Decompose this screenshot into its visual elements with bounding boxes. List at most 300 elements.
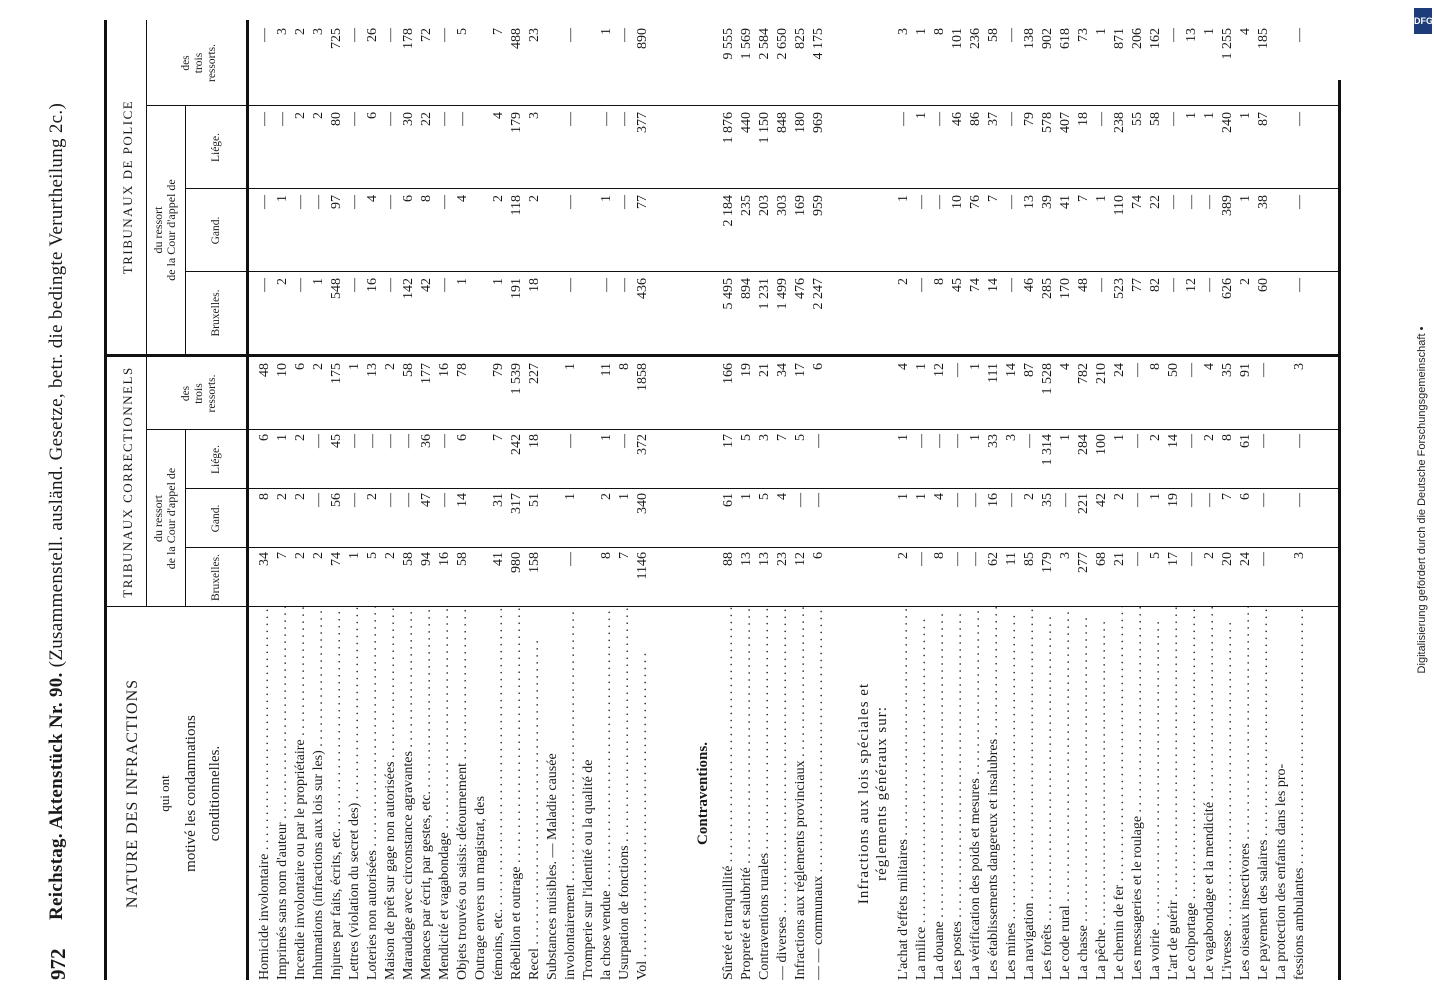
row-value: —: [617, 28, 632, 42]
table-row: [1003, 20, 1021, 980]
row-value: 2: [1202, 434, 1217, 441]
police-sub-rule: [185, 106, 186, 354]
row-value: 1: [968, 363, 983, 370]
row-value: 969: [811, 112, 826, 133]
row-value: 55: [1130, 112, 1145, 126]
row-value: 35: [1040, 493, 1055, 507]
row-value: —: [599, 112, 614, 126]
table-row: [931, 20, 949, 980]
corr-col-bruxelles: Bruxelles.: [210, 554, 222, 601]
row-value: 1: [275, 434, 290, 441]
table-row: [598, 20, 616, 980]
row-value: 56: [329, 493, 344, 507]
row-value: —: [257, 28, 272, 42]
title-main: Reichstag. Aktenstück Nr. 90.: [46, 672, 67, 920]
row-value: 1: [563, 363, 578, 370]
row-value: —: [932, 195, 947, 209]
row-label: La pêche . . .: [1093, 607, 1111, 980]
corr-du-ressort: [152, 430, 178, 607]
row-value: —: [311, 195, 326, 209]
nature-header: [110, 607, 246, 980]
row-label: La douane . . .: [931, 607, 949, 980]
table-row: [756, 20, 774, 980]
row-value: 31: [491, 493, 506, 507]
footer-rule: [1338, 80, 1341, 980]
row-value: —: [914, 434, 929, 448]
row-value: —: [383, 493, 398, 507]
row-value: 284: [1076, 434, 1091, 455]
row-value: 8: [932, 278, 947, 285]
row-value: 9 555: [721, 28, 736, 60]
row-value: 1: [1238, 195, 1253, 202]
row-value: 73: [1076, 28, 1091, 42]
row-value: 848: [775, 112, 790, 133]
row-value: 87: [1022, 363, 1037, 377]
row-value: 8: [1148, 363, 1163, 370]
row-value: 77: [635, 195, 650, 209]
row-value: 34: [257, 552, 272, 566]
row-value: 902: [1040, 28, 1055, 49]
row-value: 179: [1040, 552, 1055, 573]
row-value: —: [437, 278, 452, 292]
table-row: [292, 20, 310, 980]
row-value: 1: [311, 278, 326, 285]
row-label: — diverses . . .: [774, 607, 792, 980]
row-label: témoins, etc. . . .: [490, 607, 508, 980]
section-lois-2: réglements généraux sur:: [874, 706, 890, 881]
row-value: 74: [968, 278, 983, 292]
row-value: 6: [811, 552, 826, 559]
table-row: [1165, 20, 1183, 980]
row-value: 1 150: [757, 112, 772, 144]
table-row: [1291, 20, 1309, 980]
row-label: La voirie . . .: [1147, 607, 1165, 980]
row-value: —: [563, 28, 578, 42]
row-value: 7: [775, 434, 790, 441]
row-value: 871: [1112, 28, 1127, 49]
row-value: 34: [775, 363, 790, 377]
row-value: 8: [932, 552, 947, 559]
row-value: —: [1292, 493, 1307, 507]
row-value: 4: [896, 363, 911, 370]
row-value: —: [1202, 195, 1217, 209]
row-label: Les postes . . .: [949, 607, 967, 980]
row-value: 185: [1256, 28, 1271, 49]
row-value: 2: [293, 493, 308, 500]
row-label: Le payement des salaires . . .: [1255, 607, 1273, 980]
row-value: —: [1166, 278, 1181, 292]
row-value: —: [968, 552, 983, 566]
row-label: La vérification des poids et mesures . . .: [967, 607, 985, 980]
row-value: 79: [491, 363, 506, 377]
row-value: —: [599, 278, 614, 292]
row-value: 50: [1166, 363, 1181, 377]
row-label: Infractions aux réglements provinciaux . . .: [792, 607, 810, 980]
row-value: 61: [721, 493, 736, 507]
row-value: 23: [775, 552, 790, 566]
row-value: 618: [1058, 28, 1073, 49]
row-value: 4: [1238, 28, 1253, 35]
row-value: 26: [365, 28, 380, 42]
row-value: 14: [455, 493, 470, 507]
row-value: —: [1256, 552, 1271, 566]
row-value: —: [617, 195, 632, 209]
row-label: L'ivresse . . .: [1219, 607, 1237, 980]
group-title-rule: [146, 20, 147, 607]
row-value: 60: [1256, 278, 1271, 292]
row-value: —: [293, 195, 308, 209]
row-value: 3: [275, 28, 290, 35]
row-value: 36: [419, 434, 434, 448]
row-value: 2 247: [811, 278, 826, 310]
row-label: fessions ambulantes . . .: [1291, 607, 1309, 980]
row-value: 76: [968, 195, 983, 209]
row-label: Propreté et salubrité . . .: [738, 607, 756, 980]
row-value: 1: [739, 493, 754, 500]
corr-total-1: des: [180, 385, 192, 402]
table-row: [562, 20, 580, 980]
row-label: Menaces par écrit, par gestes, etc. . . .: [418, 607, 436, 980]
row-value: —: [950, 363, 965, 377]
row-value: 23: [527, 28, 542, 42]
row-value: 1: [914, 493, 929, 500]
row-value: 4: [1202, 363, 1217, 370]
row-value: 4: [491, 112, 506, 119]
row-value: —: [437, 28, 452, 42]
row-value: —: [1166, 28, 1181, 42]
row-label: Maraudage avec circonstance agravantes . . .: [400, 607, 418, 980]
corr-total-3: ressorts.: [206, 374, 218, 413]
row-value: 2: [311, 363, 326, 370]
row-value: 13: [1184, 28, 1199, 42]
row-value: 3: [1058, 552, 1073, 559]
row-value: —: [563, 552, 578, 566]
row-label: Les établissements dangereux et insalubres . . .: [985, 607, 1003, 980]
row-label: Sûreté et tranquillité . . .: [720, 607, 738, 980]
row-value: 2: [1112, 493, 1127, 500]
table-row: [346, 20, 364, 980]
row-value: —: [1130, 434, 1145, 448]
row-label: Loteries non autorisées . . .: [364, 607, 382, 980]
row-value: 1 255: [1220, 28, 1235, 60]
row-value: 5: [793, 434, 808, 441]
row-value: 206: [1130, 28, 1145, 49]
row-value: 42: [419, 278, 434, 292]
row-value: 1: [347, 363, 362, 370]
row-value: —: [1166, 195, 1181, 209]
row-value: 285: [1040, 278, 1055, 299]
row-value: 46: [950, 112, 965, 126]
row-value: —: [1292, 112, 1307, 126]
nature-sub1: qui ont: [157, 775, 172, 812]
row-value: 88: [721, 552, 736, 566]
police-du-ressort-2: de la Cour d'appel de: [164, 179, 178, 281]
row-value: 19: [739, 363, 754, 377]
row-value: —: [617, 112, 632, 126]
row-value: 18: [527, 278, 542, 292]
row-value: 7: [491, 434, 506, 441]
row-value: 21: [757, 363, 772, 377]
row-value: —: [311, 434, 326, 448]
page-header: [40, 20, 80, 980]
row-value: 1: [968, 434, 983, 441]
row-value: —: [950, 552, 965, 566]
row-value: —: [793, 493, 808, 507]
row-value: 166: [721, 363, 736, 384]
row-label: Les mines . . .: [1003, 607, 1021, 980]
table-row: [895, 20, 913, 980]
row-value: 235: [739, 195, 754, 216]
row-value: 548: [329, 278, 344, 299]
row-value: —: [293, 278, 308, 292]
row-value: 2: [311, 552, 326, 559]
row-value: 890: [635, 28, 650, 49]
row-value: 118: [509, 195, 524, 216]
row-value: —: [563, 195, 578, 209]
row-value: 3: [1292, 552, 1307, 559]
row-value: 236: [968, 28, 983, 49]
row-value: 4: [365, 195, 380, 202]
row-label: Incendie involontaire ou par le propriétaire . . .: [292, 607, 310, 980]
row-value: —: [617, 278, 632, 292]
title-paren: (Zusammenstell. ausländ. Gesetze, betr. die bedingte Verurtheilung 2c.): [46, 102, 67, 668]
row-value: 13: [739, 552, 754, 566]
row-value: 180: [793, 112, 808, 133]
row-value: 12: [793, 552, 808, 566]
row-value: —: [311, 493, 326, 507]
row-value: 111: [986, 363, 1001, 383]
row-value: 1146: [635, 552, 650, 580]
row-value: 138: [1022, 28, 1037, 49]
row-value: 5: [455, 28, 470, 35]
row-value: 1: [347, 552, 362, 559]
corr-col-gand: Gand.: [210, 504, 222, 533]
table-row: [985, 20, 1003, 980]
row-value: 1: [1202, 28, 1217, 35]
row-value: 14: [986, 278, 1001, 292]
row-value: —: [437, 195, 452, 209]
row-value: 41: [491, 552, 506, 566]
nature-title: NATURE DES INFRACTIONS: [124, 678, 141, 909]
table-row: [418, 20, 436, 980]
dfg-logo: DFG: [1414, 8, 1432, 34]
row-value: 2: [896, 552, 911, 559]
table-row: [508, 20, 526, 980]
row-value: 45: [950, 278, 965, 292]
row-value: 7: [275, 552, 290, 559]
row-value: 41: [1058, 195, 1073, 209]
row-value: 1: [896, 434, 911, 441]
row-label: involontairement . . .: [562, 607, 580, 980]
police-col-bruxelles: Bruxelles.: [210, 289, 222, 337]
row-value: 2: [599, 493, 614, 500]
row-value: —: [455, 112, 470, 126]
row-value: —: [1292, 434, 1307, 448]
row-value: 11: [599, 363, 614, 377]
row-label: Injures par faits, écrits, etc. . . .: [328, 607, 346, 980]
row-value: 169: [793, 195, 808, 216]
row-value: 6: [811, 363, 826, 370]
row-value: 46: [1022, 278, 1037, 292]
table-row: [967, 20, 985, 980]
row-value: 242: [509, 434, 524, 455]
row-label: Usurpation de fonctions . . .: [616, 607, 634, 980]
table-row: [1237, 20, 1255, 980]
row-value: 240: [1220, 112, 1235, 133]
row-value: 1858: [635, 363, 650, 391]
row-value: 13: [1022, 195, 1037, 209]
row-value: —: [1184, 434, 1199, 448]
table-row: [616, 20, 634, 980]
row-value: 2 184: [721, 195, 736, 227]
row-value: 1: [617, 493, 632, 500]
row-value: 4: [1058, 363, 1073, 370]
row-label: Les forêts . . .: [1039, 607, 1057, 980]
row-value: 3: [757, 434, 772, 441]
row-value: 523: [1112, 278, 1127, 299]
row-value: —: [1184, 493, 1199, 507]
row-value: 8: [1220, 434, 1235, 441]
police-total-1: des: [180, 55, 192, 71]
row-value: 24: [1238, 552, 1253, 566]
corr-col-liege: Liége.: [210, 444, 222, 475]
header-rule: [104, 20, 107, 980]
table-row: [328, 20, 346, 980]
row-value: 2: [311, 112, 326, 119]
table-row: [774, 20, 792, 980]
row-value: 2: [1202, 552, 1217, 559]
row-value: —: [932, 112, 947, 126]
row-value: 2: [275, 493, 290, 500]
row-value: 2: [491, 195, 506, 202]
row-value: 179: [509, 112, 524, 133]
row-value: —: [1184, 363, 1199, 377]
row-value: —: [257, 278, 272, 292]
row-value: 177: [419, 363, 434, 384]
row-value: —: [437, 112, 452, 126]
row-value: 303: [775, 195, 790, 216]
table-row: [490, 20, 508, 980]
row-value: 1: [1202, 112, 1217, 119]
row-value: —: [383, 28, 398, 42]
row-value: 21: [1112, 552, 1127, 566]
row-value: 48: [1076, 278, 1091, 292]
row-value: 5: [1148, 552, 1163, 559]
row-value: —: [1130, 552, 1145, 566]
row-label: Vol . . .: [634, 607, 652, 980]
row-value: 85: [1022, 552, 1037, 566]
row-value: 74: [329, 552, 344, 566]
row-value: 203: [757, 195, 772, 216]
row-value: 3: [896, 28, 911, 35]
table-row: [720, 20, 738, 980]
row-value: 372: [635, 434, 650, 455]
row-value: 2 650: [775, 28, 790, 60]
row-value: 87: [1256, 112, 1271, 126]
digitization-text: Digitalisierung gefördert durch die Deutsche Forschungsgemeinschaft •: [1416, 326, 1428, 674]
table-row: [1219, 20, 1237, 980]
row-value: 1: [896, 195, 911, 202]
row-value: —: [1202, 493, 1217, 507]
row-value: 58: [986, 28, 1001, 42]
row-value: 191: [509, 278, 524, 299]
table-row: [454, 20, 472, 980]
table-row: [1273, 20, 1291, 980]
row-value: 1: [599, 434, 614, 441]
row-value: —: [1004, 195, 1019, 209]
row-value: —: [257, 112, 272, 126]
row-value: —: [1184, 195, 1199, 209]
row-value: 2: [275, 278, 290, 285]
row-value: 12: [1184, 278, 1199, 292]
row-value: 22: [1148, 195, 1163, 209]
row-label: Le code rural . . .: [1057, 607, 1075, 980]
table-row: [1111, 20, 1129, 980]
page-number: 972: [46, 948, 70, 980]
row-value: —: [1166, 112, 1181, 126]
row-value: 6: [401, 195, 416, 202]
row-value: 39: [1040, 195, 1055, 209]
row-value: 1: [563, 493, 578, 500]
corr-du-ressort-2: de la Cour d'appel de: [164, 467, 178, 570]
row-value: 277: [1076, 552, 1091, 573]
table-row: [274, 20, 292, 980]
row-value: 238: [1112, 112, 1127, 133]
row-label: La milice . . .: [913, 607, 931, 980]
row-value: —: [365, 434, 380, 448]
row-value: 1 528: [1040, 363, 1055, 395]
row-value: 1 876: [721, 112, 736, 144]
row-value: 8: [257, 493, 272, 500]
row-value: —: [563, 434, 578, 448]
row-value: 4 175: [811, 28, 826, 60]
row-value: 19: [1166, 493, 1181, 507]
row-value: 7: [1076, 195, 1091, 202]
row-value: 1: [1184, 112, 1199, 119]
row-value: 7: [617, 552, 632, 559]
row-value: 158: [527, 552, 542, 573]
row-value: —: [617, 434, 632, 448]
row-value: —: [811, 493, 826, 507]
table-row: [544, 20, 562, 980]
section-lois-speciales: [855, 607, 891, 980]
row-value: —: [1256, 493, 1271, 507]
table-row: [310, 20, 328, 980]
row-value: 227: [527, 363, 542, 384]
row-value: 980: [509, 552, 524, 573]
row-value: 6: [257, 434, 272, 441]
row-value: —: [1292, 278, 1307, 292]
row-value: 17: [721, 434, 736, 448]
row-value: 48: [257, 363, 272, 377]
row-label: Tromperie sur l'identité ou la qualité de: [581, 759, 596, 980]
row-value: 5 495: [721, 278, 736, 310]
row-value: —: [347, 195, 362, 209]
row-value: 377: [635, 112, 650, 133]
row-label: Inhumations (infractions aux lois sur les) . . .: [310, 607, 328, 980]
table-row: [1093, 20, 1111, 980]
table-row: [949, 20, 967, 980]
row-value: —: [437, 434, 452, 448]
row-label: Lettres (violation du secret des) . . .: [346, 607, 364, 980]
row-value: 20: [1220, 552, 1235, 566]
row-value: —: [914, 552, 929, 566]
row-value: 11: [1004, 552, 1019, 566]
row-label: Mendicité et vagabondage . . .: [436, 607, 454, 980]
row-label: Imprimés sans nom d'auteur . . .: [274, 607, 292, 980]
table-row: [256, 20, 274, 980]
row-label: — — communaux . . .: [810, 607, 828, 980]
